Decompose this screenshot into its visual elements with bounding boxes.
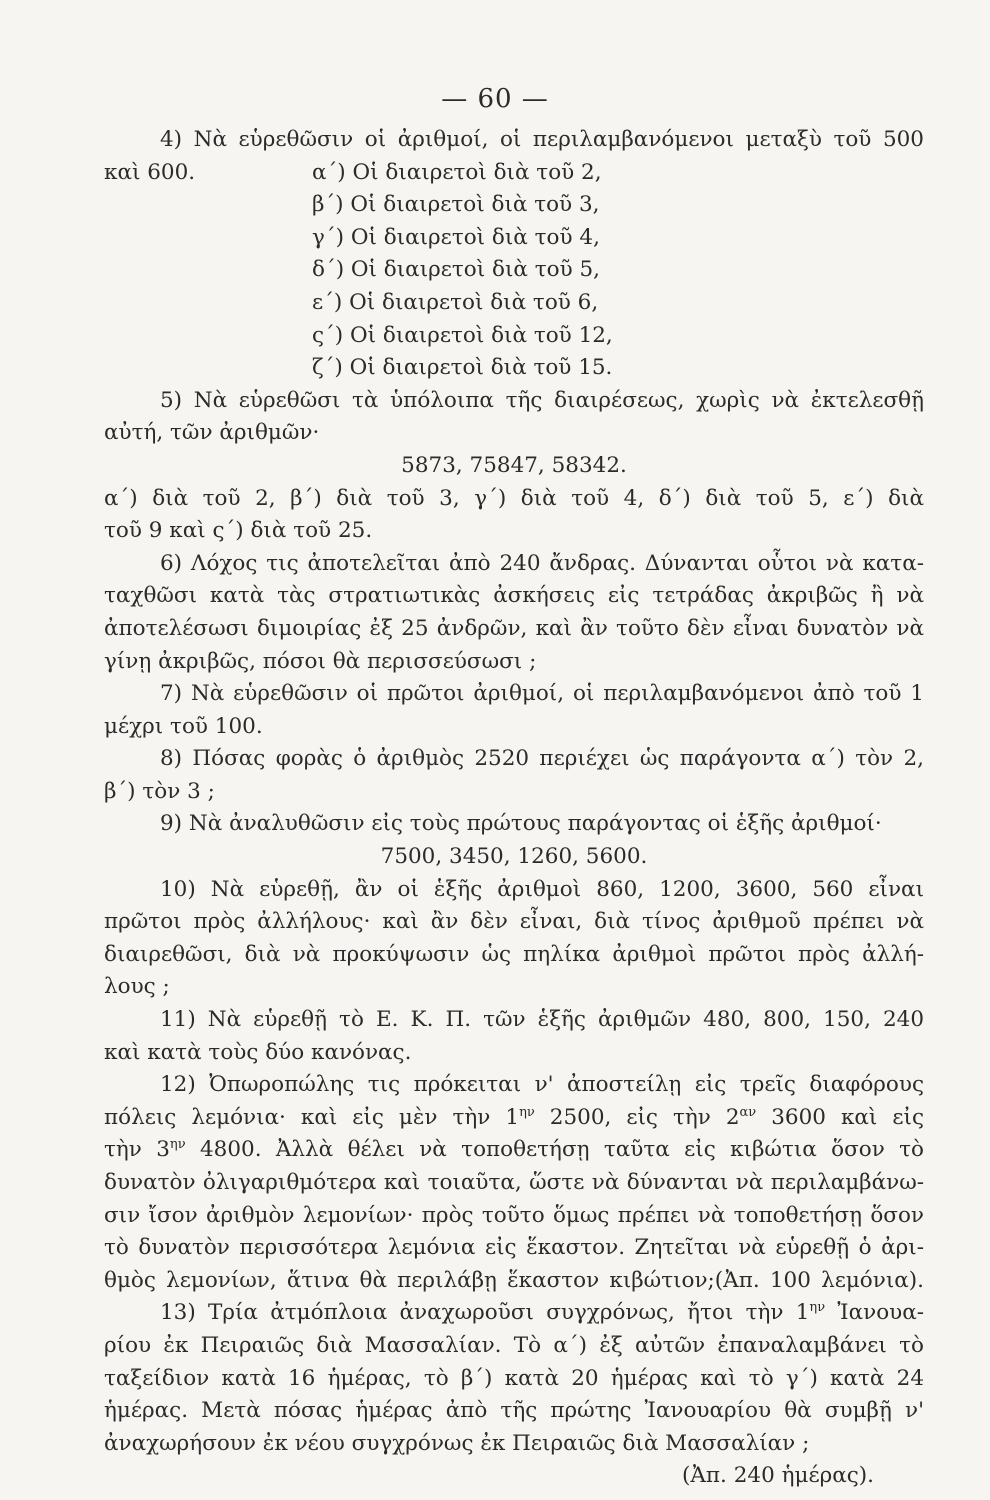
text-line: τοῦ 9 καὶ ς΄) διὰ τοῦ 25. [104, 518, 373, 544]
text-line: ε΄) Οἱ διαιρετοὶ διὰ τοῦ 6, [312, 289, 599, 315]
text-line: 11) Νὰ εὑρεθῇ τὸ Ε. Κ. Π. τῶν ἑξῆς ἀριθμῶν 480, 800, 150, 240 [160, 1007, 924, 1033]
text-line: αὐτή, τῶν ἀριθμῶν· [104, 420, 320, 446]
text-line: 7) Νὰ εὑρεθῶσιν οἱ πρῶτοι ἀριθμοί, οἱ περιλαμβανόμενοι ἀπὸ τοῦ 1 [160, 681, 924, 707]
superscript: αν [739, 1104, 757, 1120]
text-line: δυνατὸν ὀλιγαριθμότερα καὶ τοιαῦτα, ὥστε νὰ δύνανται νὰ περιλαμβάνω- [104, 1170, 924, 1195]
text-fragment: πόλεις λεμόνια· καὶ εἰς μὲν τὴν 1 [104, 1104, 520, 1130]
text-line: δ΄) Οἱ διαιρετοὶ διὰ τοῦ 5, [312, 257, 600, 283]
text-fragment: τὴν 3 [104, 1137, 170, 1163]
page-number: — 60 — [441, 84, 549, 114]
text-line: 8) Πόσας φορὰς ὁ ἀριθμὸς 2520 περιέχει ὡς παράγοντα α΄) τὸν 2, [160, 746, 924, 772]
text-line: θμὸς λεμονίων, ἅτινα θὰ περιλάβῃ ἕκαστον κιβώτιον;(Ἀπ. 100 λεμόνια). [104, 1267, 924, 1293]
text-line: ἀποτελέσωσι διμοιρίας ἐξ 25 ἀνδρῶν, καὶ ἂν τοῦτο δὲν εἶναι δυνατὸν νὰ [104, 615, 924, 641]
text-line: 5873, 75847, 58342. [401, 452, 627, 478]
text-fragment: 13) Τρία ἀτμόπλοια ἀναχωροῦσι συγχρόνως, ἤτοι τὴν 1 [160, 1300, 810, 1326]
text-line: λους ; [104, 974, 170, 1000]
text-line: σιν ἴσον ἀριθμὸν λεμονίων· πρὸς τοῦτο ὅμως πρέπει νὰ τοποθετήσῃ ὅσον [104, 1202, 924, 1228]
text-line [104, 157, 924, 190]
text-line: β΄) τὸν 3 ; [104, 778, 215, 804]
text-fragment: 3600 καὶ εἰς [756, 1104, 924, 1130]
text-line: γίνῃ ἀκριβῶς, πόσοι θὰ περισσεύσωσι ; [104, 648, 537, 674]
text-line: διαιρεθῶσι, διὰ νὰ προκύψωσιν ὡς πηλίκα ἀριθμοὶ πρῶτοι πρὸς ἀλλή- [104, 941, 924, 967]
text-line: ταχθῶσι κατὰ τὰς στρατιωτικὰς ἀσκήσεις εἰς τετράδας ἀκριβῶς ἢ νὰ [104, 583, 924, 609]
text-line: ταξείδιον κατὰ 16 ἡμέρας, τὸ β΄) κατὰ 20 ἡμέρας καὶ τὸ γ΄) κατὰ 24 [104, 1365, 924, 1391]
text-fragment: 2500, εἰς τὴν 2 [534, 1104, 740, 1130]
text-fragment: α΄) Οἱ διαιρετοὶ διὰ τοῦ 2, [312, 159, 602, 185]
text-line: ς΄) Οἱ διαιρετοὶ διὰ τοῦ 12, [312, 322, 613, 348]
text-line: πρῶτοι πρὸς ἀλλήλους· καὶ ἂν δὲν εἶναι, διὰ τίνος ἀριθμοῦ πρέπει νὰ [104, 909, 924, 935]
superscript: ην [519, 1104, 535, 1120]
text-line: τὸ δυνατὸν περισσότερα λεμόνια εἰς ἕκαστον. Ζητεῖται νὰ εὑρεθῇ ὁ ἀρι- [104, 1235, 924, 1261]
text-line: 9) Νὰ ἀναλυθῶσιν εἰς τοὺς πρώτους παράγοντας οἱ ἑξῆς ἀριθμοί· [160, 811, 882, 837]
page-body [104, 124, 924, 1493]
text-line: 10) Νὰ εὑρεθῇ, ἂν οἱ ἑξῆς ἀριθμοὶ 860, 1200, 3600, 560 εἶναι [160, 876, 924, 902]
text-line: ἀναχωρήσουν ἐκ νέου συγχρόνως ἐκ Πειραιῶς διὰ Μασσαλίαν ; [104, 1430, 810, 1456]
text-fragment: 4800. Ἀλλὰ θέλει νὰ τοποθετήσῃ ταῦτα εἰς κιβώτια ὅσον τὸ [185, 1137, 925, 1163]
text-line: β΄) Οἱ διαιρετοὶ διὰ τοῦ 3, [312, 192, 600, 218]
text-line: 5) Νὰ εὑρεθῶσι τὰ ὑπόλοιπα τῆς διαιρέσεως, χωρὶς νὰ ἐκτελεσθῇ [160, 387, 924, 413]
superscript: ην [169, 1137, 186, 1153]
text-line: γ΄) Οἱ διαιρετοὶ διὰ τοῦ 4, [312, 224, 600, 250]
text-line: 4) Νὰ εὑρεθῶσιν οἱ ἀριθμοί, οἱ περιλαμβανόμενοι μεταξὺ τοῦ 500 [160, 127, 924, 152]
text-line: καὶ κατὰ τοὺς δύο κανόνας. [104, 1039, 412, 1065]
text-line: μέχρι τοῦ 100. [104, 713, 263, 739]
text-fragment: καὶ 600. [104, 159, 196, 185]
text-line: 12) Ὀπωροπώλης τις πρόκειται ν' ἀποστείλῃ εἰς τρεῖς διαφόρους [160, 1072, 924, 1098]
text-line [104, 1102, 924, 1135]
superscript: ην [809, 1300, 826, 1316]
text-line [104, 1134, 924, 1167]
text-line: ρίου ἐκ Πειραιῶς διὰ Μασσαλίαν. Τὸ α΄) ἐξ αὐτῶν ἐπαναλαμβάνει τὸ [104, 1332, 924, 1358]
text-line: ζ΄) Οἱ διαιρετοὶ διὰ τοῦ 15. [312, 355, 613, 381]
text-line: (Ἀπ. 240 ἡμέρας). [682, 1463, 874, 1489]
text-fragment: Ἰανουα- [825, 1300, 924, 1326]
text-line: α΄) διὰ τοῦ 2, β΄) διὰ τοῦ 3, γ΄) διὰ τοῦ 4, δ΄) διὰ τοῦ 5, ε΄) διὰ [104, 485, 924, 511]
text-line: 7500, 3450, 1260, 5600. [380, 844, 648, 870]
text-line [104, 1297, 924, 1330]
text-line: ἡμέρας. Μετὰ πόσας ἡμέρας ἀπὸ τῆς πρώτης Ἰανουαρίου θὰ συμβῇ ν' [104, 1398, 924, 1424]
text-line: 6) Λόχος τις ἀποτελεῖται ἀπὸ 240 ἄνδρας. Δύνανται οὗτοι νὰ κατα- [160, 550, 924, 576]
